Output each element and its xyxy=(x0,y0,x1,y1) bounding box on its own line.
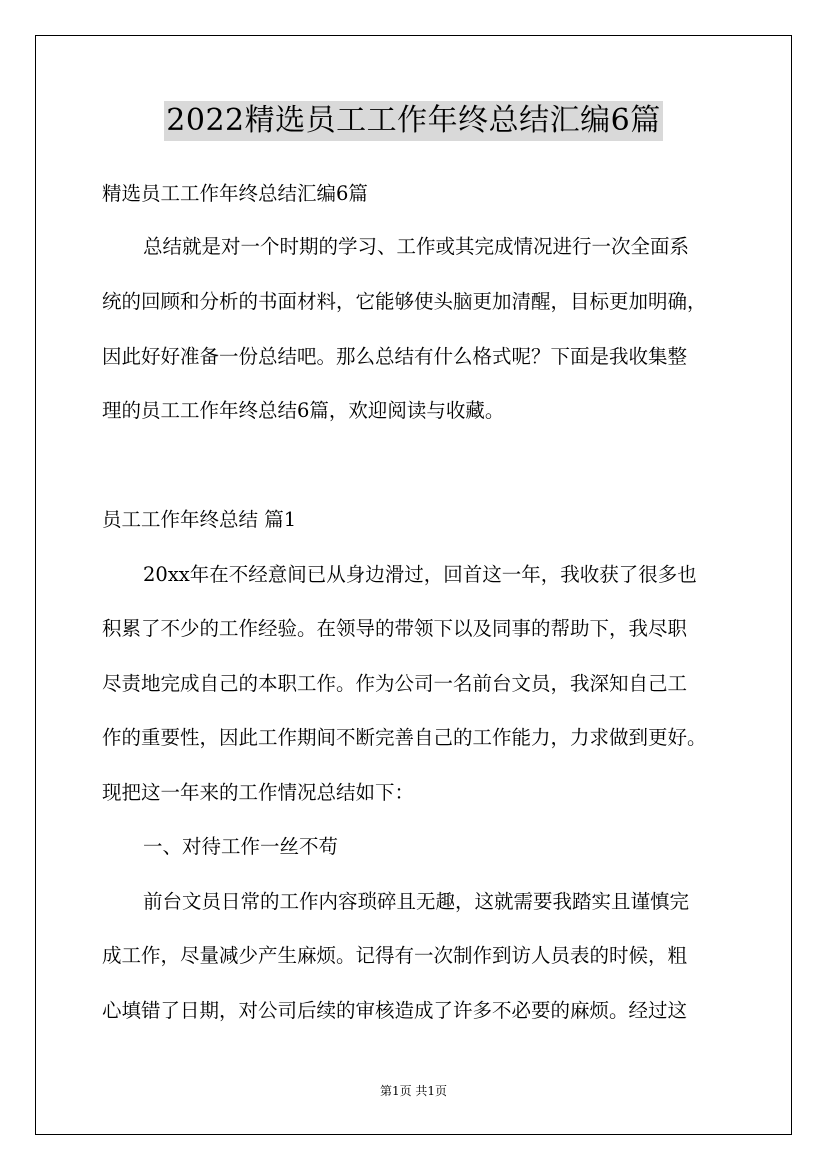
body-line: 心填错了日期，对公司后续的审核造成了许多不必要的麻烦。经过这 xyxy=(102,999,688,1022)
section-heading: 员工工作年终总结 篇1 xyxy=(102,508,297,531)
body-line: 作的重要性，因此工作期间不断完善自己的工作能力，力求做到更好。 xyxy=(102,726,707,749)
intro-line: 总结就是对一个时期的学习、工作或其完成情况进行一次全面系 xyxy=(143,235,690,258)
body-line: 积累了不少的工作经验。在领导的带领下以及同事的帮助下，我尽职 xyxy=(102,617,688,640)
document-subtitle: 精选员工工作年终总结汇编6篇 xyxy=(102,182,368,205)
body-line: 20xx年在不经意间已从身边滑过，回首这一年，我收获了很多也 xyxy=(143,563,697,586)
page-footer: 第1页 共1页 xyxy=(379,1084,448,1098)
intro-line: 统的回顾和分析的书面材料，它能够使头脑更加清醒，目标更加明确， xyxy=(102,290,707,313)
body-line: 尽责地完成自己的本职工作。作为公司一名前台文员，我深知自己工 xyxy=(102,672,688,695)
intro-line: 因此好好准备一份总结吧。那么总结有什么格式呢？下面是我收集整 xyxy=(102,345,688,368)
document-title: 2022精选员工工作年终总结汇编6篇 xyxy=(164,101,662,141)
intro-line: 理的员工工作年终总结6篇，欢迎阅读与收藏。 xyxy=(102,399,505,422)
body-line: 现把这一年来的工作情况总结如下： xyxy=(102,781,415,804)
body-line: 前台文员日常的工作内容琐碎且无趣，这就需要我踏实且谨慎完 xyxy=(143,890,690,913)
subheading: 一、对待工作一丝不苟 xyxy=(143,835,339,858)
body-line: 成工作，尽量减少产生麻烦。记得有一次制作到访人员表的时候，粗 xyxy=(102,944,688,967)
title-container xyxy=(0,101,827,141)
